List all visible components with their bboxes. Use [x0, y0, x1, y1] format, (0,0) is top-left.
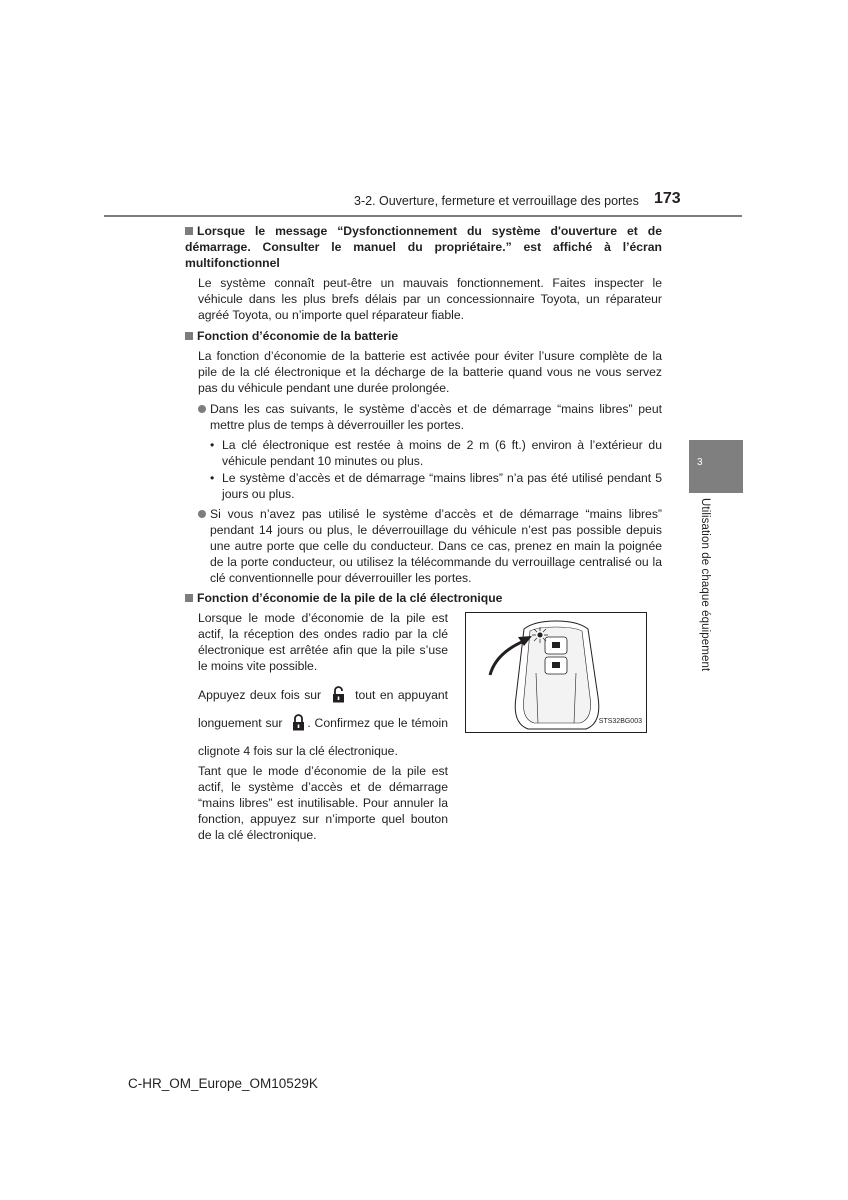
section-heading — [185, 223, 662, 271]
header-rule — [104, 215, 742, 217]
battery-saving-text — [198, 610, 448, 843]
sub-bullet-text: Le système d’accès et de démarrage “mains libres” n’a pas été utilisé pendant 5 jours ou plus. — [222, 471, 662, 501]
heading-text: Fonction d’économie de la batterie — [197, 329, 399, 343]
chapter-side-label: Utilisation de chaque équipement — [699, 498, 711, 672]
paragraph: La fonction d’économie de la batterie est activée pour éviter l’usure complète de la pile de la clé électronique et la décharge de la batterie quand vous ne vous servez pas du véhicule pendant une durée prolongée. — [198, 349, 662, 395]
footer-doc-code: C-HR_OM_Europe_OM10529K — [128, 1076, 318, 1091]
paragraph: Le système connaît peut-être un mauvais fonctionnement. Faites inspecter le véhicule dans les plus brefs délais par un concessionnaire Toyota, un réparateur agréé Toyota, ou n’importe quel réparateur fiable. — [198, 276, 662, 322]
square-bullet-icon — [185, 227, 193, 235]
instruction-text: longuement sur — [198, 716, 283, 730]
sub-bullet-item — [185, 437, 662, 469]
page-number: 173 — [654, 190, 681, 207]
unlock-icon — [332, 686, 345, 711]
sub-bullet-item — [185, 470, 662, 502]
square-bullet-icon — [185, 594, 193, 602]
bullet-text: Dans les cas suivants, le système d’accès et de démarrage “mains libres” peut mettre plus de temps à déverrouiller les portes. — [210, 402, 662, 432]
bullet-item — [185, 506, 662, 586]
heading-text: Lorsque le message “Dysfonctionnement du système d'ouverture et de démarrage. Consulter le manuel du propriétaire.” est affiché à l’écran multifonctionnel — [185, 224, 662, 270]
content — [185, 223, 662, 850]
header-title: 3-2. Ouverture, fermeture et verrouillage des portes — [354, 194, 639, 208]
heading-text: Fonction d’économie de la pile de la clé électronique — [197, 591, 503, 605]
sub-bullet-text: La clé électronique est restée à moins de 2 m (6 ft.) environ à l’extérieur du véhicule pendant 10 minutes ou plus. — [222, 438, 662, 468]
paragraph: Tant que le mode d’économie de la pile est actif, le système d’accès et de démarrage “mains libres” est inutilisable. Pour annuler la fonction, appuyez sur n’importe quel bouton de la clé électronique. — [198, 764, 448, 842]
sub-bullet-marker: • — [210, 471, 215, 485]
key-figure — [465, 612, 647, 733]
round-bullet-icon — [198, 405, 206, 413]
lock-icon — [292, 714, 305, 739]
instruction-text: Appuyez deux fois sur — [198, 688, 322, 702]
figure-code: STS32BG003 — [598, 718, 642, 725]
square-bullet-icon — [185, 332, 193, 340]
instruction-text: tout en appuyant — [355, 688, 449, 702]
round-bullet-icon — [198, 510, 206, 518]
instruction-paragraph — [198, 683, 448, 763]
bullet-text: Si vous n’avez pas utilisé le système d’accès et de démarrage “mains libres” pendant 14 jours ou plus, le déverrouillage du véhicule n’est pas possible depuis une autre porte que celle du conducteur. Dans ce cas, prenez en main la poignée de la porte conducteur, ou utilisez la télécommande du verrouillage centralisé ou la clé conventionnelle pour déverrouiller les portes. — [210, 507, 662, 585]
section-heading — [185, 328, 662, 344]
sub-bullet-marker: • — [210, 438, 215, 452]
paragraph: Lorsque le mode d’économie de la pile est actif, la réception des ondes radio par la clé électronique est arrêtée afin que la pile s’use le moins vite possible. — [198, 611, 448, 673]
chapter-number: 3 — [697, 457, 703, 468]
bullet-item — [185, 401, 662, 433]
instruction-text: . Confirmez que le témoin clignote 4 fois sur la clé électronique. — [198, 716, 448, 758]
section-heading — [185, 590, 662, 606]
battery-saving-section — [185, 610, 662, 850]
